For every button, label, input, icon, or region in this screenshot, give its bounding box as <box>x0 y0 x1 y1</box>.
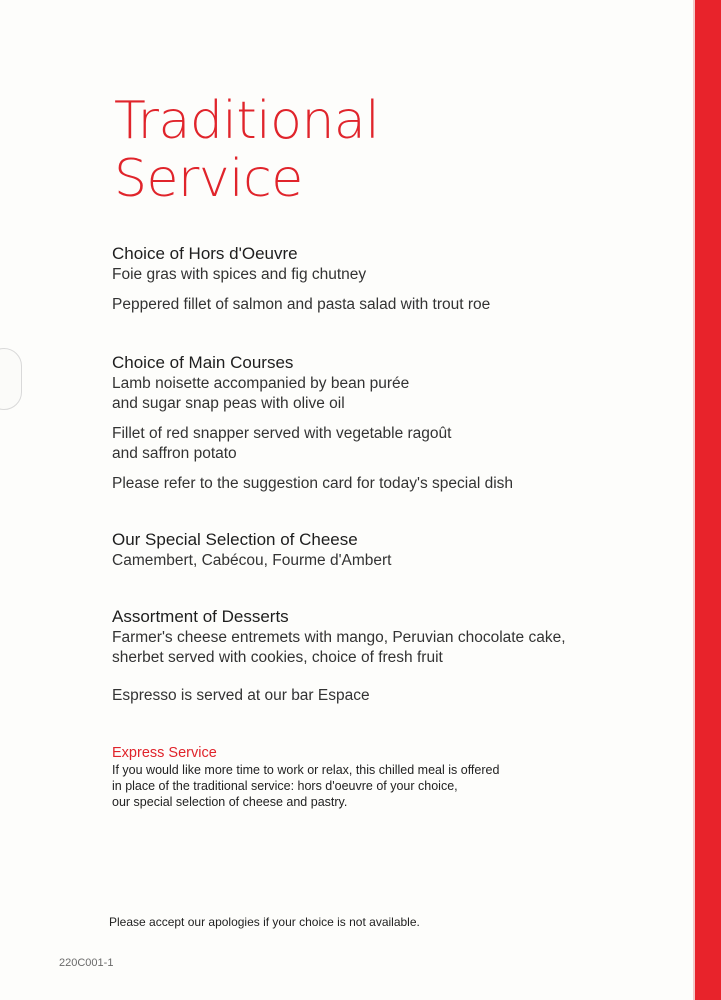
menu-item-line: Espresso is served at our bar Espace <box>112 687 370 704</box>
menu-item: Camembert, Cabécou, Fourme d'Ambert <box>112 552 392 569</box>
menu-item-line: and saffron potato <box>112 445 237 462</box>
menu-item: Peppered fillet of salmon and pasta salad with trout roe <box>112 296 491 313</box>
page-title <box>114 92 379 208</box>
menu-item-line: Lamb noisette accompanied by bean purée <box>112 375 410 392</box>
menu-item-line: and sugar snap peas with olive oil <box>112 395 345 412</box>
menu-item-line: sherbet served with cookies, choice of fresh fruit <box>112 649 443 666</box>
cheese-section <box>112 529 672 571</box>
apology-note: Please accept our apologies if your choice is not available. <box>109 915 420 929</box>
hors-doeuvre-section <box>112 243 672 315</box>
main-courses-section <box>112 352 672 494</box>
title-line-1: Traditional <box>114 91 380 151</box>
page-notch <box>0 348 22 410</box>
menu-item-line: Please refer to the suggestion card for today's special dish <box>112 475 514 492</box>
express-line: our special selection of cheese and pastry. <box>112 795 348 809</box>
strip-edge <box>693 0 695 1000</box>
express-line: If you would like more time to work or relax, this chilled meal is offered <box>112 763 500 777</box>
title-line-2: Service <box>114 149 303 209</box>
desserts-section <box>112 606 672 706</box>
main-courses-heading: Choice of Main Courses <box>112 353 294 372</box>
cheese-heading: Our Special Selection of Cheese <box>112 530 358 549</box>
hors-doeuvre-heading: Choice of Hors d'Oeuvre <box>112 244 298 263</box>
desserts-heading: Assortment of Desserts <box>112 607 289 626</box>
express-line: in place of the traditional service: hors d'oeuvre of your choice, <box>112 779 458 793</box>
menu-item-line: Fillet of red snapper served with vegetable ragoût <box>112 425 452 442</box>
express-service-section <box>112 744 672 810</box>
red-side-strip <box>695 0 721 1000</box>
express-service-heading: Express Service <box>112 745 217 761</box>
menu-item-line: Farmer's cheese entremets with mango, Peruvian chocolate cake, <box>112 629 566 646</box>
menu-item: Foie gras with spices and fig chutney <box>112 266 367 283</box>
document-code: 220C001-1 <box>59 957 114 969</box>
